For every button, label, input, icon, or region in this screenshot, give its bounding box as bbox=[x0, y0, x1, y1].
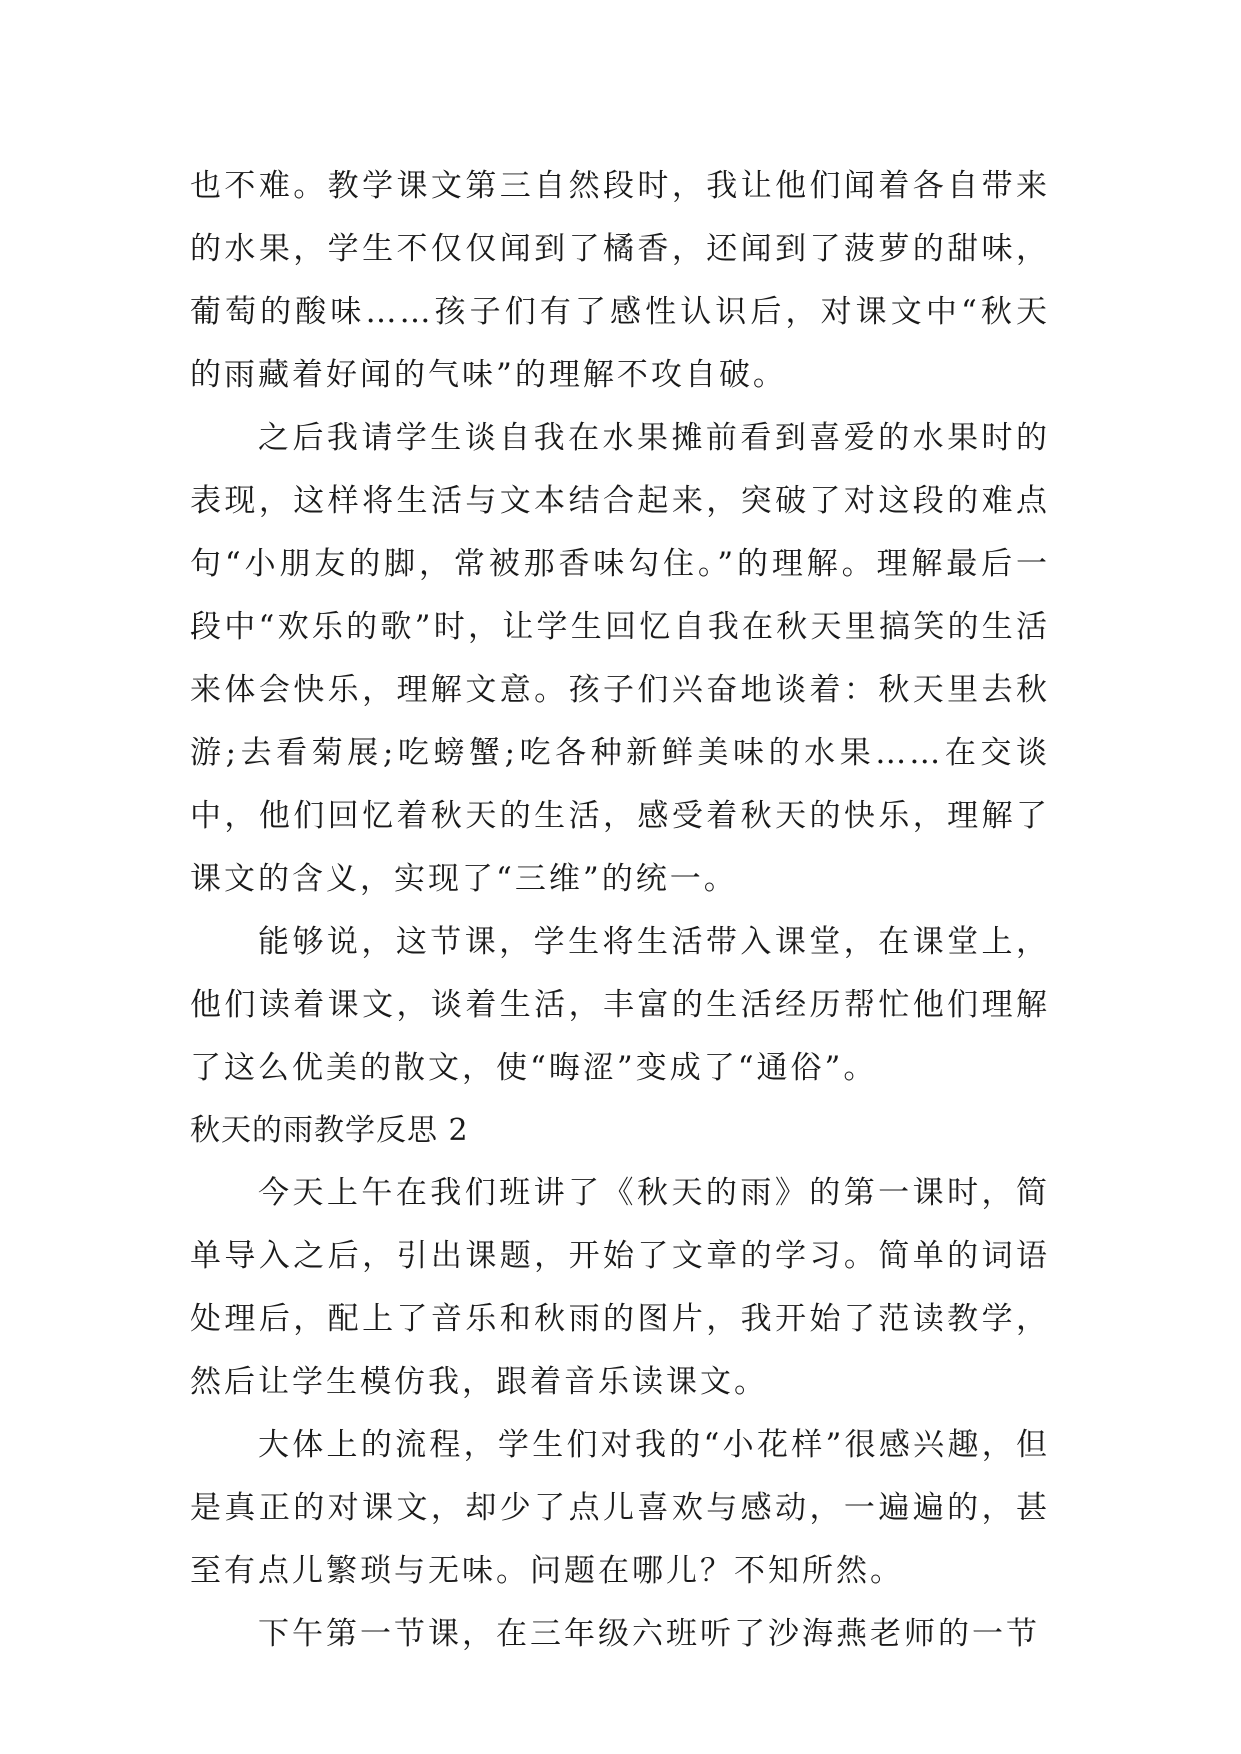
paragraph: 下午第一节课，在三年级六班听了沙海燕老师的一节 bbox=[258, 1616, 1040, 1652]
paragraph: 之后我请学生谈自我在水果摊前看到喜爱的水果时的表现，这样将生活与文本结合起来，突破了对这段的难点句“小朋友的脚，常被那香味勾住。”的理解。理解最后一段中“欢乐的歌”时，让学生回忆自我在秋天里搞笑的生活来体会快乐，理解文意。孩子们兴奋地谈着：秋天里去秋游;去看菊展;吃螃蟹;吃各种新鲜美味的水果……在交谈中，他们回忆着秋天的生活，感受着秋天的快乐，理解了课文的含义，实现了“三维”的统一。 bbox=[190, 420, 1050, 897]
paragraph: 今天上午在我们班讲了《秋天的雨》的第一课时，简单导入之后，引出课题，开始了文章的学习。简单的词语处理后，配上了音乐和秋雨的图片，我开始了范读教学，然后让学生模仿我，跟着音乐读课文。 bbox=[190, 1175, 1050, 1400]
paragraph: 能够说，这节课，学生将生活带入课堂，在课堂上，他们读着课文，谈着生活，丰富的生活经历帮忙他们理解了这么优美的散文，使“晦涩”变成了“通俗”。 bbox=[190, 924, 1050, 1086]
document-body bbox=[190, 155, 1050, 1666]
paragraph-continued: 也不难。教学课文第三自然段时，我让他们闻着各自带来的水果，学生不仅仅闻到了橘香，还闻到了菠萝的甜味，葡萄的酸味……孩子们有了感性认识后，对课文中“秋天的雨藏着好闻的气味”的理解不攻自破。 bbox=[190, 168, 1050, 393]
section-title: 秋天的雨教学反思 2 bbox=[190, 1113, 469, 1148]
paragraph: 大体上的流程，学生们对我的“小花样”很感兴趣，但是真正的对课文，却少了点儿喜欢与感动，一遍遍的，甚至有点儿繁琐与无味。问题在哪儿？不知所然。 bbox=[190, 1427, 1050, 1589]
